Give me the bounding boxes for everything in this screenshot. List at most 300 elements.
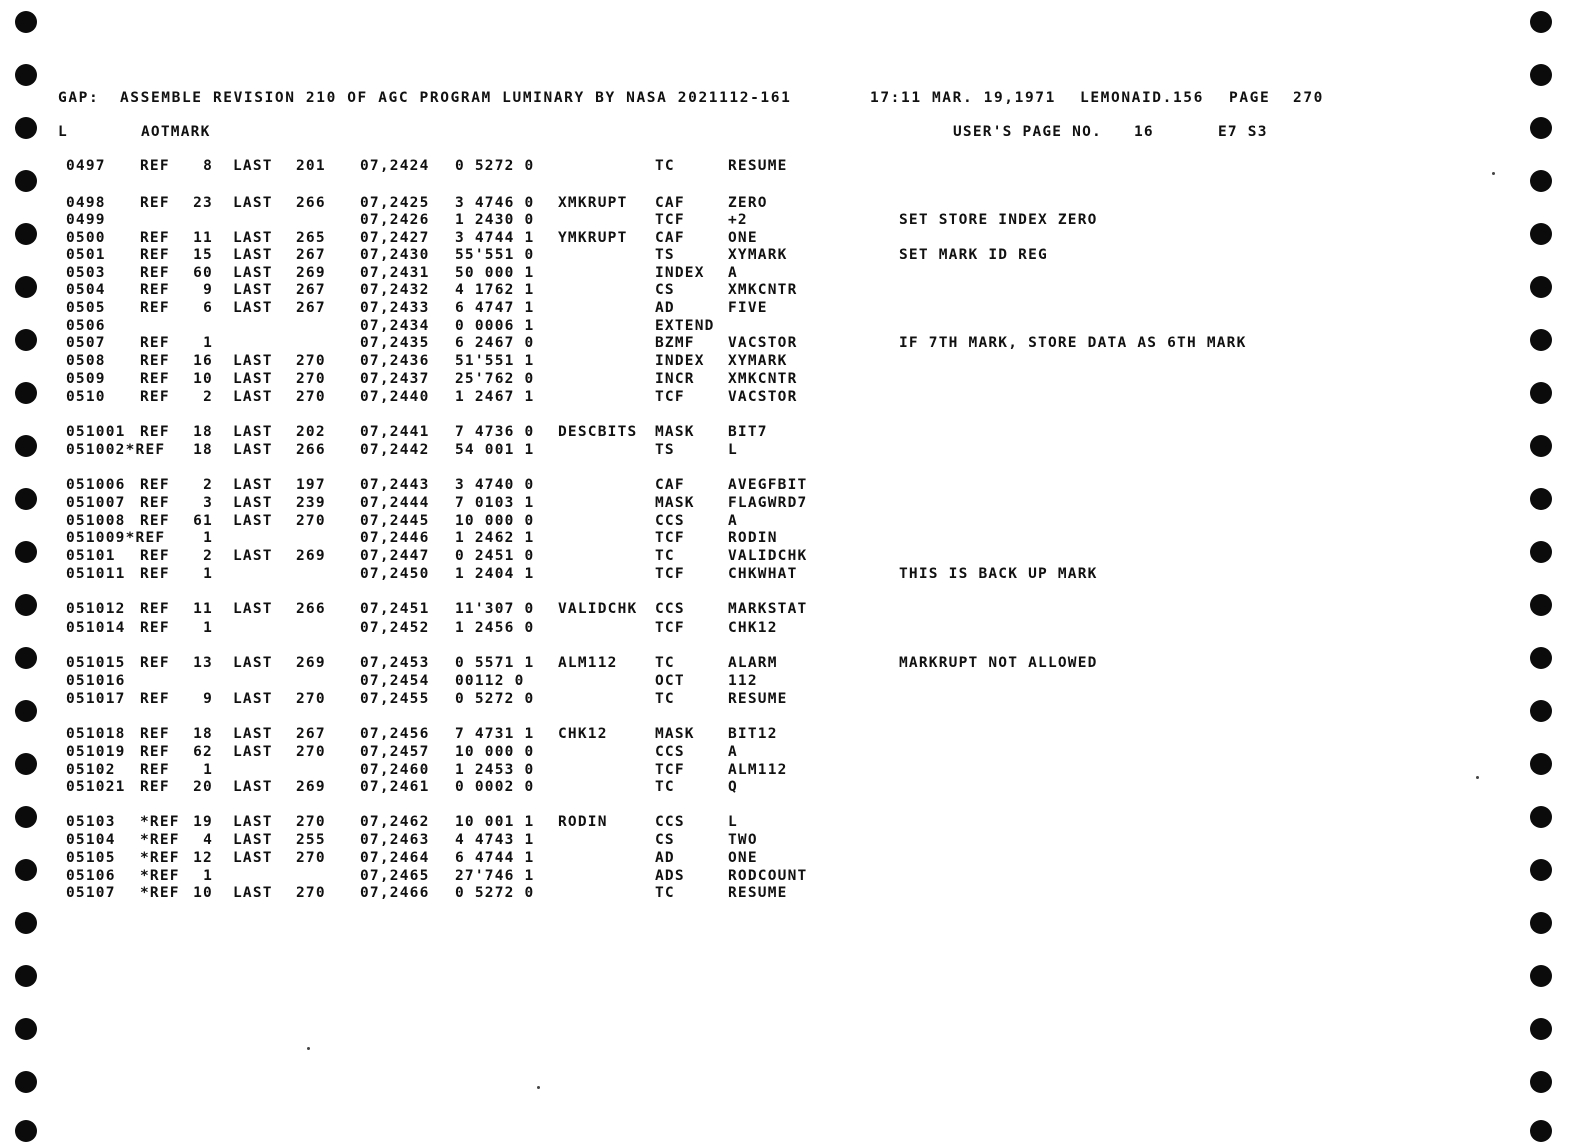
row-code: 6 4747 1	[455, 300, 535, 316]
feed-hole	[1530, 965, 1552, 987]
row-label: DESCBITS	[558, 424, 638, 440]
row-comment: SET STORE INDEX ZERO	[899, 212, 1098, 228]
row-seq: 0504	[66, 282, 106, 298]
row-seq: 05104	[66, 832, 116, 848]
row-page: 270	[296, 850, 326, 866]
row-page: 267	[296, 300, 326, 316]
row-addr: 07,2450	[360, 566, 430, 582]
row-ref: REF	[140, 477, 170, 493]
row-count: 10	[193, 885, 213, 901]
row-arg: ZERO	[728, 195, 768, 211]
header-timestamp: 17:11 MAR. 19,1971	[870, 90, 1056, 106]
row-addr: 07,2435	[360, 335, 430, 351]
row-op: CCS	[655, 814, 685, 830]
row-seq: 051019	[66, 744, 126, 760]
row-last: LAST	[233, 424, 273, 440]
row-addr: 07,2457	[360, 744, 430, 760]
row-addr: 07,2442	[360, 442, 430, 458]
row-last: LAST	[233, 691, 273, 707]
row-count: 1	[203, 530, 213, 546]
feed-hole	[1530, 753, 1552, 775]
feed-hole	[1530, 647, 1552, 669]
row-addr: 07,2440	[360, 389, 430, 405]
row-arg: MARKSTAT	[728, 601, 808, 617]
row-ref: REF	[140, 726, 170, 742]
row-addr: 07,2444	[360, 495, 430, 511]
header-page-number: 270	[1293, 90, 1324, 106]
row-ref: *REF	[140, 814, 180, 830]
row-ref: REF	[140, 779, 170, 795]
row-op: AD	[655, 850, 675, 866]
row-count: 19	[193, 814, 213, 830]
row-code: 1 2456 0	[455, 620, 535, 636]
row-code: 1 2467 1	[455, 389, 535, 405]
row-seq: 0498	[66, 195, 106, 211]
feed-hole	[15, 647, 37, 669]
print-speck	[307, 1047, 310, 1050]
row-code: 7 4736 0	[455, 424, 535, 440]
print-speck	[1476, 776, 1479, 779]
row-comment: THIS IS BACK UP MARK	[899, 566, 1098, 582]
row-code: 1 2462 1	[455, 530, 535, 546]
feed-hole	[15, 859, 37, 881]
row-count: 61	[193, 513, 213, 529]
feed-hole	[1530, 912, 1552, 934]
row-op: INCR	[655, 371, 695, 387]
row-addr: 07,2460	[360, 762, 430, 778]
feed-hole	[1530, 859, 1552, 881]
row-addr: 07,2441	[360, 424, 430, 440]
row-op: EXTEND	[655, 318, 715, 334]
program-header: GAP: ASSEMBLE REVISION 210 OF AGC PROGRAM LUMINARY BY NASA 2021112-161	[58, 90, 792, 106]
row-arg: RESUME	[728, 691, 788, 707]
row-ref: REF	[140, 548, 170, 564]
row-last: LAST	[233, 389, 273, 405]
row-arg: ONE	[728, 850, 758, 866]
row-arg: FIVE	[728, 300, 768, 316]
row-code: 55'551 0	[455, 247, 535, 263]
row-last: LAST	[233, 744, 273, 760]
row-ref: REF	[140, 353, 170, 369]
row-ref: REF	[140, 265, 170, 281]
row-page: 270	[296, 513, 326, 529]
row-code: 00112 0	[455, 673, 525, 689]
row-arg: Q	[728, 779, 738, 795]
row-code: 0 5272 0	[455, 158, 535, 174]
row-seq: 051002*REF	[66, 442, 166, 458]
row-page: 201	[296, 158, 326, 174]
feed-hole	[1530, 806, 1552, 828]
row-count: 1	[203, 762, 213, 778]
row-ref: REF	[140, 744, 170, 760]
row-seq: 0508	[66, 353, 106, 369]
row-addr: 07,2425	[360, 195, 430, 211]
row-ref: REF	[140, 495, 170, 511]
row-arg: XMKCNTR	[728, 371, 798, 387]
row-seq: 051018	[66, 726, 126, 742]
users-page-number: 16	[1134, 124, 1154, 140]
feed-hole	[1530, 594, 1552, 616]
row-count: 23	[193, 195, 213, 211]
row-code: 4 4743 1	[455, 832, 535, 848]
row-arg: VALIDCHK	[728, 548, 808, 564]
feed-hole	[1530, 11, 1552, 33]
row-addr: 07,2455	[360, 691, 430, 707]
row-last: LAST	[233, 442, 273, 458]
row-arg: XYMARK	[728, 353, 788, 369]
feed-hole	[15, 1018, 37, 1040]
row-arg: RESUME	[728, 158, 788, 174]
row-seq: 0509	[66, 371, 106, 387]
row-op: INDEX	[655, 353, 705, 369]
row-addr: 07,2466	[360, 885, 430, 901]
row-last: LAST	[233, 300, 273, 316]
row-code: 27'746 1	[455, 868, 535, 884]
row-label: ALM112	[558, 655, 618, 671]
feed-hole	[1530, 170, 1552, 192]
row-op: CCS	[655, 601, 685, 617]
feed-hole	[1530, 64, 1552, 86]
row-arg: BIT12	[728, 726, 778, 742]
row-op: TCF	[655, 566, 685, 582]
row-seq: 051001	[66, 424, 126, 440]
section-code: E7 S3	[1218, 124, 1268, 140]
row-page: 197	[296, 477, 326, 493]
row-addr: 07,2424	[360, 158, 430, 174]
row-ref: REF	[140, 655, 170, 671]
row-op: TC	[655, 655, 675, 671]
row-seq: 0510	[66, 389, 106, 405]
row-page: 267	[296, 282, 326, 298]
row-arg: L	[728, 442, 738, 458]
row-seq: 051021	[66, 779, 126, 795]
row-last: LAST	[233, 230, 273, 246]
row-code: 7 4731 1	[455, 726, 535, 742]
row-last: LAST	[233, 548, 273, 564]
row-seq: 051009*REF	[66, 530, 166, 546]
row-code: 3 4746 0	[455, 195, 535, 211]
row-page: 269	[296, 265, 326, 281]
row-addr: 07,2465	[360, 868, 430, 884]
feed-hole	[1530, 541, 1552, 563]
row-seq: 051012	[66, 601, 126, 617]
row-code: 0 0002 0	[455, 779, 535, 795]
row-code: 3 4744 1	[455, 230, 535, 246]
feed-hole	[15, 435, 37, 457]
feed-hole	[15, 753, 37, 775]
row-arg: RESUME	[728, 885, 788, 901]
row-arg: ONE	[728, 230, 758, 246]
row-op: CS	[655, 832, 675, 848]
row-arg: BIT7	[728, 424, 768, 440]
row-ref: *REF	[140, 850, 180, 866]
row-last: LAST	[233, 513, 273, 529]
row-ref: *REF	[140, 868, 180, 884]
row-last: LAST	[233, 779, 273, 795]
row-ref: REF	[140, 371, 170, 387]
row-seq: 05101	[66, 548, 116, 564]
row-op: CS	[655, 282, 675, 298]
row-code: 50 000 1	[455, 265, 535, 281]
row-page: 269	[296, 548, 326, 564]
row-seq: 051007	[66, 495, 126, 511]
row-op: TCF	[655, 530, 685, 546]
row-count: 62	[193, 744, 213, 760]
row-op: BZMF	[655, 335, 695, 351]
feed-hole	[15, 488, 37, 510]
feed-hole	[15, 329, 37, 351]
row-code: 51'551 1	[455, 353, 535, 369]
row-count: 15	[193, 247, 213, 263]
feed-hole	[15, 806, 37, 828]
row-arg: CHKWHAT	[728, 566, 798, 582]
feed-hole	[1530, 276, 1552, 298]
row-code: 10 000 0	[455, 513, 535, 529]
row-ref: REF	[140, 424, 170, 440]
row-op: MASK	[655, 495, 695, 511]
row-code: 0 5272 0	[455, 885, 535, 901]
row-arg: ALARM	[728, 655, 778, 671]
row-page: 269	[296, 779, 326, 795]
row-op: TCF	[655, 762, 685, 778]
row-op: MASK	[655, 424, 695, 440]
row-count: 11	[193, 601, 213, 617]
row-addr: 07,2452	[360, 620, 430, 636]
feed-hole	[15, 594, 37, 616]
row-code: 6 4744 1	[455, 850, 535, 866]
row-page: 266	[296, 442, 326, 458]
row-code: 4 1762 1	[455, 282, 535, 298]
row-arg: AVEGFBIT	[728, 477, 808, 493]
row-page: 267	[296, 247, 326, 263]
row-last: LAST	[233, 477, 273, 493]
row-op: CAF	[655, 195, 685, 211]
row-op: CCS	[655, 744, 685, 760]
row-code: 0 5272 0	[455, 691, 535, 707]
row-arg: VACSTOR	[728, 335, 798, 351]
row-last: LAST	[233, 282, 273, 298]
feed-hole	[1530, 223, 1552, 245]
row-count: 10	[193, 371, 213, 387]
feed-hole	[1530, 1018, 1552, 1040]
feed-hole	[1530, 329, 1552, 351]
feed-hole	[15, 170, 37, 192]
feed-hole	[1530, 700, 1552, 722]
row-count: 12	[193, 850, 213, 866]
row-seq: 051017	[66, 691, 126, 707]
row-arg: VACSTOR	[728, 389, 798, 405]
row-last: LAST	[233, 353, 273, 369]
row-arg: A	[728, 744, 738, 760]
row-page: 255	[296, 832, 326, 848]
row-seq: 0500	[66, 230, 106, 246]
row-addr: 07,2431	[360, 265, 430, 281]
row-arg: ALM112	[728, 762, 788, 778]
row-page: 270	[296, 353, 326, 369]
row-page: 267	[296, 726, 326, 742]
row-op: CAF	[655, 230, 685, 246]
row-count: 2	[203, 389, 213, 405]
row-seq: 0499	[66, 212, 106, 228]
row-seq: 051011	[66, 566, 126, 582]
row-code: 0 0006 1	[455, 318, 535, 334]
row-op: TC	[655, 158, 675, 174]
row-addr: 07,2436	[360, 353, 430, 369]
row-addr: 07,2426	[360, 212, 430, 228]
feed-hole	[15, 912, 37, 934]
row-arg: 112	[728, 673, 758, 689]
row-seq: 05105	[66, 850, 116, 866]
row-arg: RODIN	[728, 530, 778, 546]
row-page: 202	[296, 424, 326, 440]
feed-hole	[1530, 1071, 1552, 1093]
row-last: LAST	[233, 495, 273, 511]
row-addr: 07,2432	[360, 282, 430, 298]
row-seq: 051006	[66, 477, 126, 493]
row-op: ADS	[655, 868, 685, 884]
feed-hole	[15, 1120, 37, 1142]
row-label: VALIDCHK	[558, 601, 638, 617]
row-arg: +2	[728, 212, 748, 228]
row-seq: 051015	[66, 655, 126, 671]
row-ref: REF	[140, 300, 170, 316]
row-arg: TWO	[728, 832, 758, 848]
row-seq: 0501	[66, 247, 106, 263]
row-last: LAST	[233, 885, 273, 901]
feed-hole	[1530, 1120, 1552, 1142]
row-last: LAST	[233, 726, 273, 742]
row-count: 8	[203, 158, 213, 174]
row-count: 4	[203, 832, 213, 848]
row-addr: 07,2437	[360, 371, 430, 387]
row-ref: REF	[140, 230, 170, 246]
row-op: CAF	[655, 477, 685, 493]
row-seq: 0497	[66, 158, 106, 174]
row-op: MASK	[655, 726, 695, 742]
row-code: 1 2404 1	[455, 566, 535, 582]
row-seq: 051014	[66, 620, 126, 636]
header-job: LEMONAID.156	[1080, 90, 1204, 106]
print-speck	[537, 1086, 540, 1089]
row-ref: REF	[140, 335, 170, 351]
row-op: TC	[655, 779, 675, 795]
row-addr: 07,2456	[360, 726, 430, 742]
row-op: INDEX	[655, 265, 705, 281]
row-addr: 07,2454	[360, 673, 430, 689]
row-count: 13	[193, 655, 213, 671]
row-count: 18	[193, 442, 213, 458]
row-seq: 051008	[66, 513, 126, 529]
row-count: 1	[203, 620, 213, 636]
row-arg: A	[728, 265, 738, 281]
row-code: 10 001 1	[455, 814, 535, 830]
row-code: 0 5571 1	[455, 655, 535, 671]
row-count: 3	[203, 495, 213, 511]
users-page-label: USER'S PAGE NO.	[953, 124, 1102, 140]
row-count: 6	[203, 300, 213, 316]
row-addr: 07,2434	[360, 318, 430, 334]
row-ref: REF	[140, 691, 170, 707]
row-count: 2	[203, 477, 213, 493]
row-page: 270	[296, 744, 326, 760]
row-last: LAST	[233, 265, 273, 281]
row-op: AD	[655, 300, 675, 316]
row-comment: IF 7TH MARK, STORE DATA AS 6TH MARK	[899, 335, 1247, 351]
row-page: 266	[296, 601, 326, 617]
row-op: TCF	[655, 389, 685, 405]
row-code: 11'307 0	[455, 601, 535, 617]
row-last: LAST	[233, 832, 273, 848]
row-addr: 07,2430	[360, 247, 430, 263]
row-addr: 07,2447	[360, 548, 430, 564]
row-ref: REF	[140, 195, 170, 211]
row-addr: 07,2427	[360, 230, 430, 246]
row-ref: REF	[140, 158, 170, 174]
log-section-name: AOTMARK	[141, 124, 211, 140]
feed-hole	[1530, 488, 1552, 510]
row-arg: RODCOUNT	[728, 868, 808, 884]
row-label: XMKRUPT	[558, 195, 628, 211]
row-count: 16	[193, 353, 213, 369]
feed-hole	[1530, 117, 1552, 139]
row-ref: *REF	[140, 885, 180, 901]
row-arg: XYMARK	[728, 247, 788, 263]
row-code: 1 2430 0	[455, 212, 535, 228]
row-last: LAST	[233, 814, 273, 830]
row-page: 270	[296, 885, 326, 901]
row-count: 18	[193, 726, 213, 742]
row-seq: 0503	[66, 265, 106, 281]
row-page: 270	[296, 691, 326, 707]
row-last: LAST	[233, 655, 273, 671]
row-addr: 07,2461	[360, 779, 430, 795]
row-code: 3 4740 0	[455, 477, 535, 493]
row-code: 6 2467 0	[455, 335, 535, 351]
row-last: LAST	[233, 850, 273, 866]
row-page: 270	[296, 371, 326, 387]
row-seq: 05103	[66, 814, 116, 830]
row-last: LAST	[233, 158, 273, 174]
feed-hole	[1530, 435, 1552, 457]
row-page: 270	[296, 389, 326, 405]
row-page: 266	[296, 195, 326, 211]
row-last: LAST	[233, 247, 273, 263]
row-op: TC	[655, 885, 675, 901]
row-ref: REF	[140, 601, 170, 617]
row-count: 2	[203, 548, 213, 564]
row-op: TCF	[655, 620, 685, 636]
row-addr: 07,2446	[360, 530, 430, 546]
row-count: 18	[193, 424, 213, 440]
row-count: 1	[203, 868, 213, 884]
row-addr: 07,2433	[360, 300, 430, 316]
row-ref: REF	[140, 762, 170, 778]
row-page: 265	[296, 230, 326, 246]
row-ref: *REF	[140, 832, 180, 848]
feed-hole	[15, 11, 37, 33]
row-count: 11	[193, 230, 213, 246]
row-label: YMKRUPT	[558, 230, 628, 246]
feed-hole	[1530, 382, 1552, 404]
row-op: TS	[655, 247, 675, 263]
row-arg: A	[728, 513, 738, 529]
row-count: 60	[193, 265, 213, 281]
row-seq: 0505	[66, 300, 106, 316]
row-arg: FLAGWRD7	[728, 495, 808, 511]
row-ref: REF	[140, 389, 170, 405]
row-page: 269	[296, 655, 326, 671]
row-count: 9	[203, 282, 213, 298]
